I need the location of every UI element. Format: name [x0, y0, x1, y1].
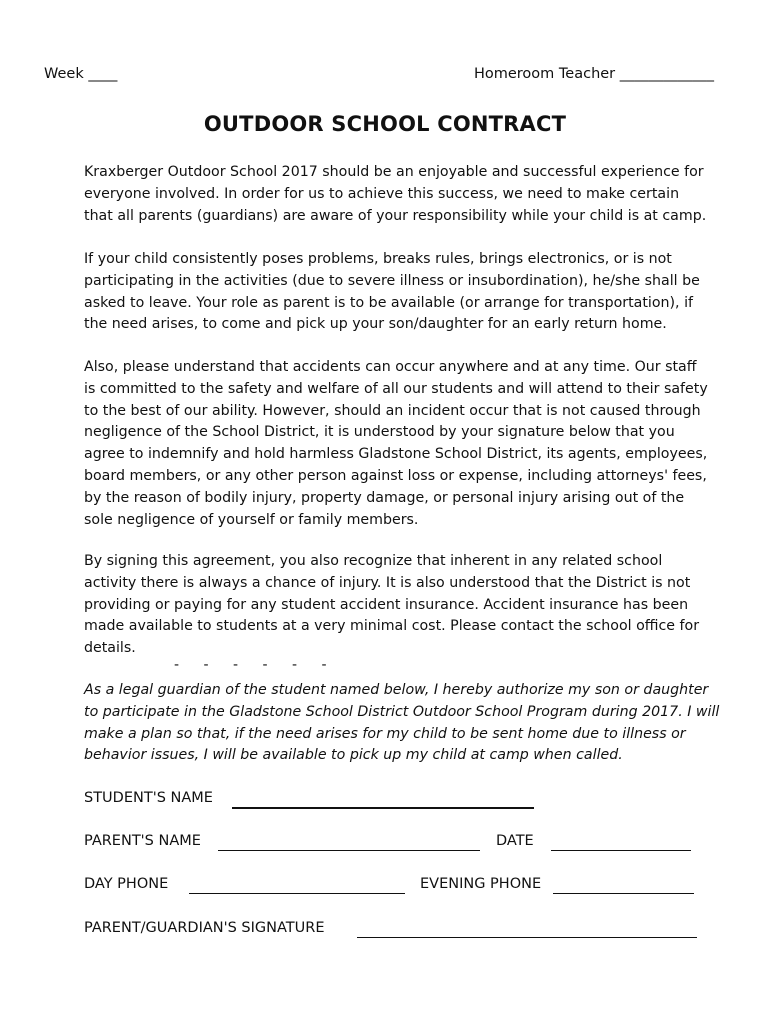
signature-label: PARENT/GUARDIAN'S SIGNATURE: [84, 920, 325, 936]
evening-phone-label: EVENING PHONE: [420, 876, 542, 892]
week-label: Week ____: [44, 66, 118, 82]
parent-name-field[interactable]: [218, 850, 480, 851]
dash-separator: - - - - - -: [174, 657, 337, 673]
evening-phone-field[interactable]: [553, 893, 694, 894]
date-field[interactable]: [551, 850, 691, 851]
header-line: [44, 66, 714, 88]
day-phone-label: DAY PHONE: [84, 876, 169, 892]
paragraph-liability: Also, please understand that accidents can occur anywhere and at any time. Our staff is committed to the safety and welfare of all our students and will attend to their safety to the best of our ability. However, should an incident occur that is not caused through negligence of the School District, it is understood by your signature below that you agree to indemnify and hold harmless Gladstone School District, its agents, employees, board members, or any other person against loss or expense, including attorneys' fees, by the reason of bodily injury, property damage, or personal injury arising out of the sole negligence of yourself or family members.: [84, 359, 708, 528]
parent-name-label: PARENT'S NAME: [84, 833, 201, 849]
paragraph-insurance: By signing this agreement, you also recognize that inherent in any related school activity there is always a chance of injury. It is also understood that the District is not providing or paying for any student accident insurance. Accident insurance has been made available to students at a very minimal cost. Please contact the school office for details.: [84, 553, 700, 657]
authorization-statement: As a legal guardian of the student named below, I hereby authorize my son or daughter to participate in the Gladstone School District Outdoor School Program during 2017. I will make a plan so that, if the need arises for my child to be sent home due to illness or behavior issues, I will be available to pick up my child at camp when called.: [84, 682, 720, 764]
student-name-label: STUDENT'S NAME: [84, 790, 213, 806]
signature-field[interactable]: [357, 937, 697, 938]
homeroom-teacher-label: Homeroom Teacher _____________: [473, 66, 714, 82]
paragraph-behavior: If your child consistently poses problems, breaks rules, brings electronics, or is not participating in the activities (due to severe illness or insubordination), he/she shall be asked to leave. Your role as parent is to be available (or arrange for transportation), if the need arises, to come and pick up your son/daughter for an early return home.: [84, 251, 700, 333]
paragraph-intro: Kraxberger Outdoor School 2017 should be an enjoyable and successful experience for everyone involved. In order for us to achieve this success, we need to make certain that all parents (guardians) are aware of your responsibility while your child is at camp.: [84, 164, 707, 224]
date-label: DATE: [496, 833, 534, 849]
day-phone-field[interactable]: [189, 893, 405, 894]
student-name-field[interactable]: [232, 807, 534, 809]
page-title: OUTDOOR SCHOOL CONTRACT: [203, 112, 567, 136]
